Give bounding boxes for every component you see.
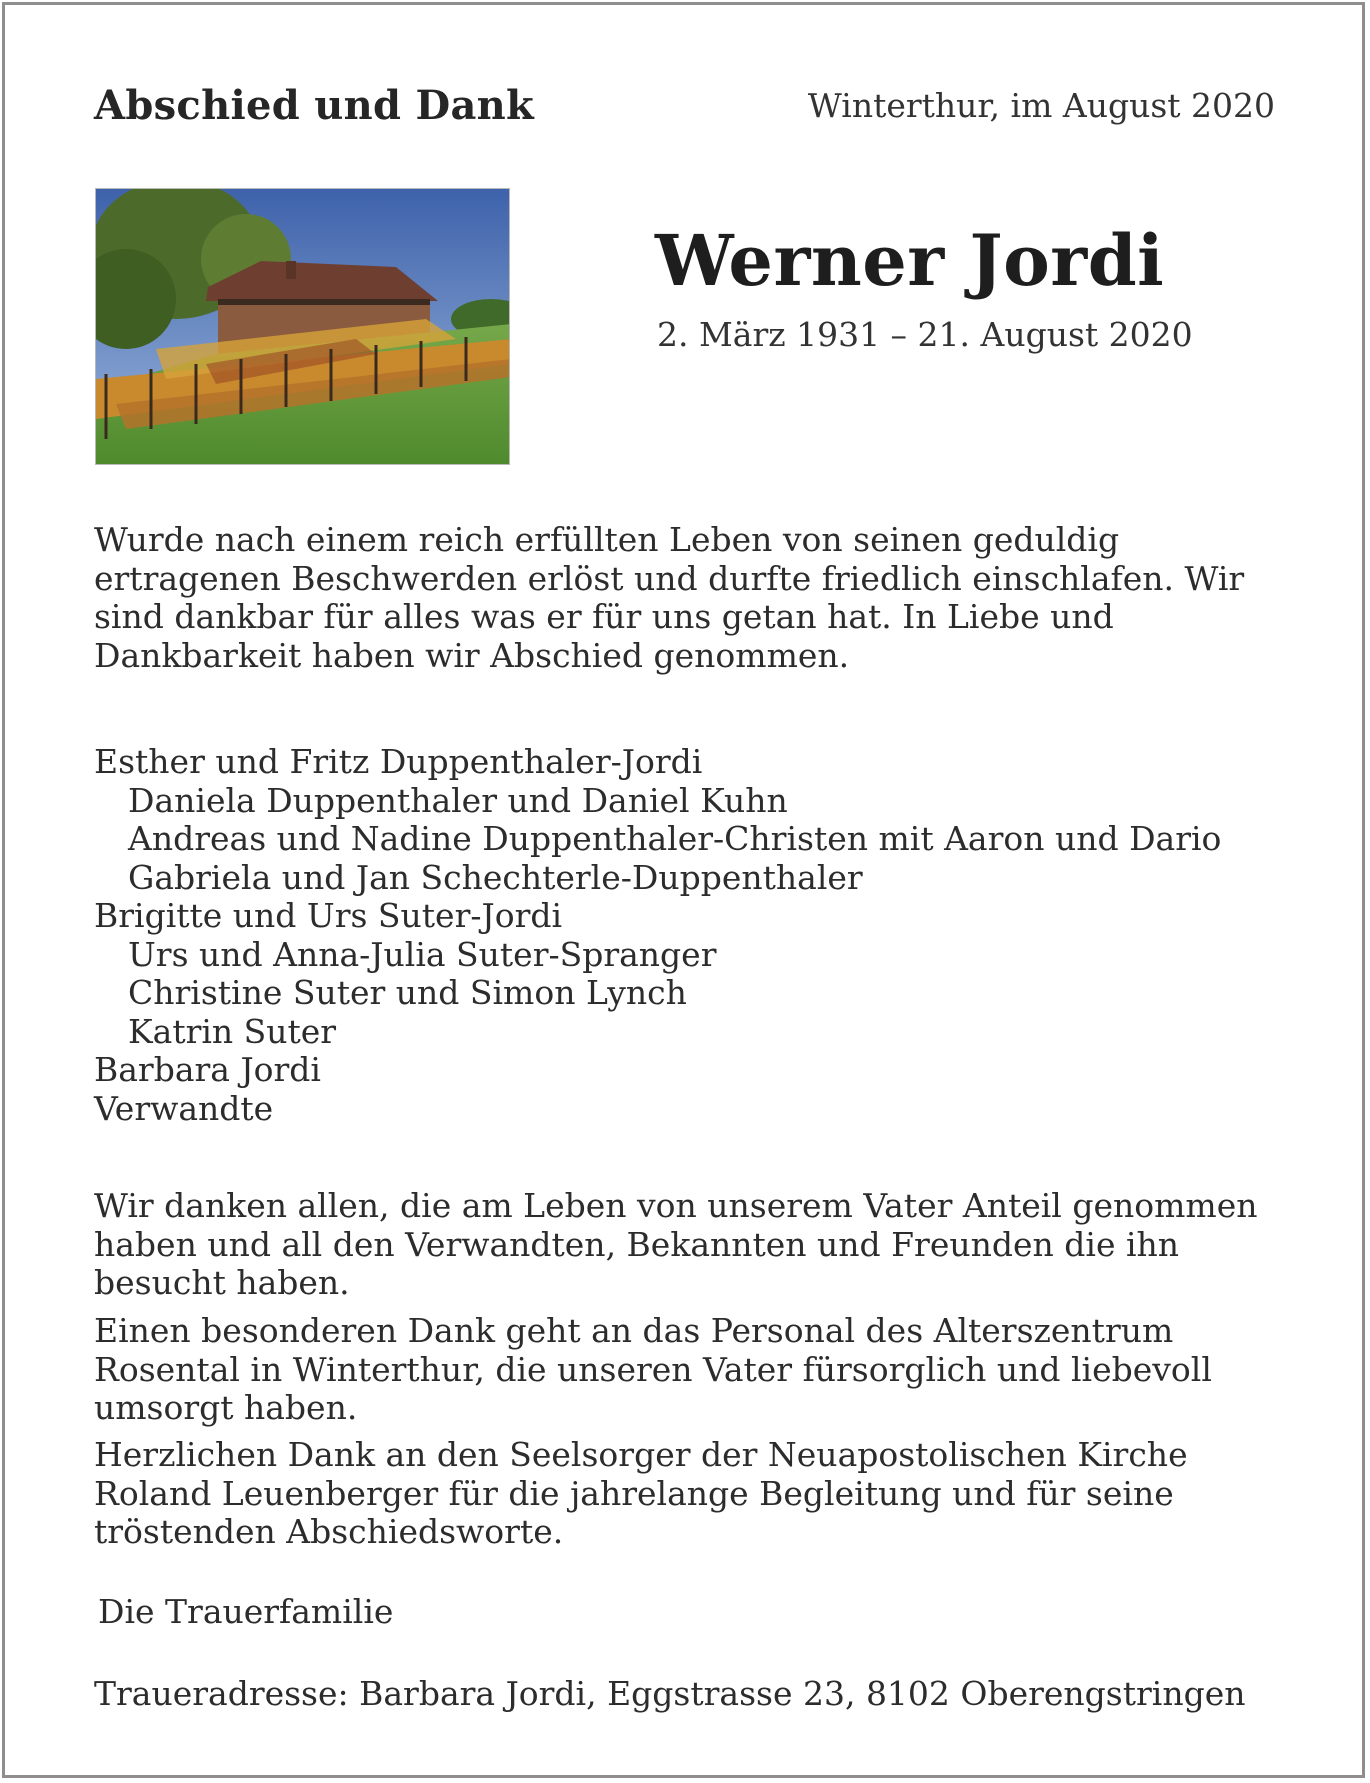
mourner-entry: Brigitte und Urs Suter-Jordi (94, 896, 563, 935)
mourner-entry: Urs und Anna-Julia Suter-Spranger (128, 934, 717, 974)
mourner-entry: Christine Suter und Simon Lynch (128, 973, 687, 1012)
signoff: Die Trauerfamilie (98, 1592, 394, 1631)
thanks-paragraph: Einen besonderen Dank geht an das Personal des Alterszentrum Rosental in Winterthur, die unseren Vater fürsorglich und liebevoll umsorgt haben. (94, 1311, 1212, 1427)
mourner-entry: Andreas und Nadine Duppenthaler-Christen mit Aaron und Dario (128, 819, 1222, 858)
vineyard-photo (95, 188, 510, 465)
place-and-date: Winterthur, im August 2020 (807, 86, 1275, 125)
notice-heading: Abschied und Dank (94, 82, 535, 129)
vineyard-illustration (96, 189, 510, 465)
mourner-entry: Katrin Suter (128, 1011, 337, 1051)
mourner-entry: Gabriela und Jan Schechterle-Duppenthaler (128, 857, 863, 897)
mourner-entry: Barbara Jordi (94, 1050, 321, 1089)
deceased-name: Werner Jordi (655, 219, 1165, 302)
thanks-paragraph: Herzlichen Dank an den Seelsorger der Neuapostolischen Kirche Roland Leuenberger für die jahrelange Begleitung und für seine tröstenden Abschiedsworte. (94, 1435, 1188, 1551)
mourner-entry: Verwandte (94, 1088, 274, 1128)
mourning-address: Traueradresse: Barbara Jordi, Eggstrasse 23, 8102 Oberengstringen (94, 1674, 1246, 1713)
mourner-entry: Daniela Duppenthaler und Daniel Kuhn (128, 780, 788, 820)
thanks-paragraph: Wir danken allen, die am Leben von unserem Vater Anteil genommen haben und all den Verwandten, Bekannten und Freunden die ihn besucht haben. (94, 1186, 1258, 1302)
mourner-entry: Esther und Fritz Duppenthaler-Jordi (94, 742, 703, 781)
life-dates: 2. März 1931 – 21. August 2020 (657, 315, 1193, 354)
mourners-list (94, 743, 1221, 1128)
intro-paragraph: Wurde nach einem reich erfüllten Leben von seinen geduldig ertragenen Beschwerden erlöst und durfte friedlich einschlafen. Wir sind dankbar für alles was er für uns getan hat. In Liebe und Dankbarkeit haben wir Abschied genommen. (94, 520, 1245, 675)
